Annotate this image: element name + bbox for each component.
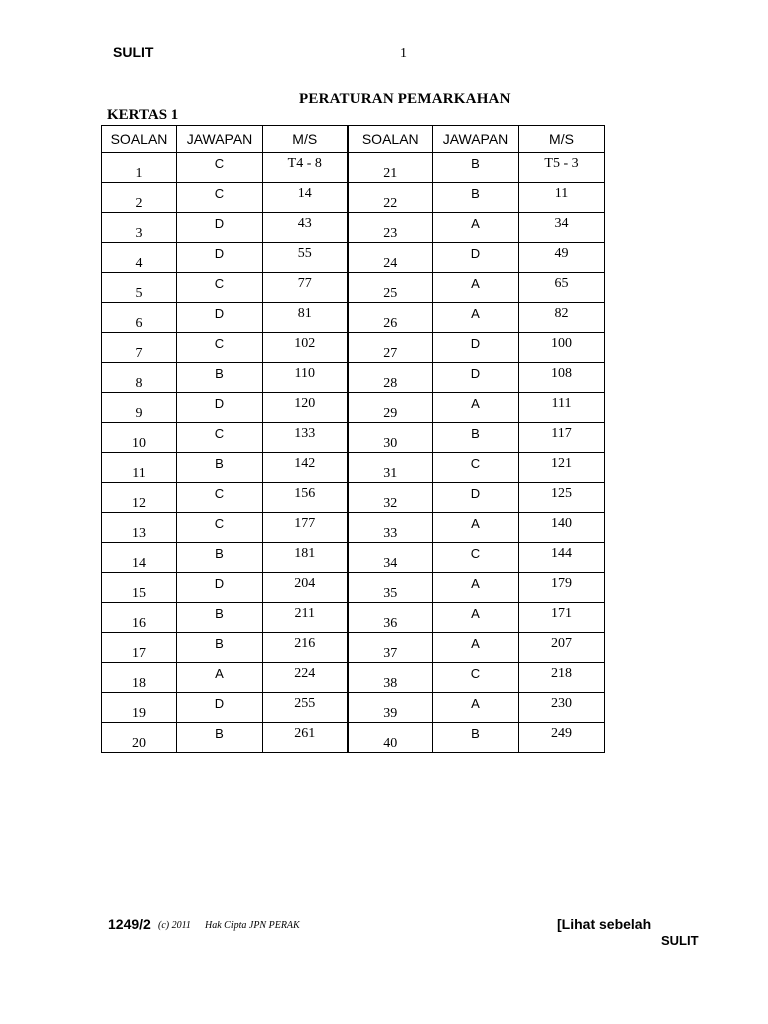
answer-table-body <box>102 153 605 753</box>
page-reference: 77 <box>263 273 348 303</box>
table-row <box>102 243 605 273</box>
question-number: 7 <box>102 333 177 363</box>
page-reference: 65 <box>519 273 605 303</box>
answer-letter: B <box>433 423 519 453</box>
page-reference: 224 <box>263 663 348 693</box>
question-number: 17 <box>102 633 177 663</box>
question-number: 20 <box>102 723 177 753</box>
page-number: 1 <box>400 46 407 61</box>
answer-letter: A <box>433 693 519 723</box>
question-number: 25 <box>348 273 433 303</box>
question-number: 13 <box>102 513 177 543</box>
header-classification: SULIT <box>113 44 154 60</box>
answer-letter: A <box>433 303 519 333</box>
table-row <box>102 333 605 363</box>
table-row <box>102 183 605 213</box>
footer-paper-code: 1249/2 <box>108 916 151 932</box>
footer-classification: SULIT <box>661 933 699 948</box>
answer-letter: D <box>433 333 519 363</box>
answer-letter: C <box>433 453 519 483</box>
table-header-row <box>102 126 605 153</box>
question-number: 8 <box>102 363 177 393</box>
question-number: 23 <box>348 213 433 243</box>
question-number: 37 <box>348 633 433 663</box>
table-row <box>102 363 605 393</box>
page-reference: 142 <box>263 453 348 483</box>
page-reference: 55 <box>263 243 348 273</box>
paper-label: KERTAS 1 <box>107 107 179 123</box>
question-number: 5 <box>102 273 177 303</box>
question-number: 22 <box>348 183 433 213</box>
answer-letter: B <box>177 453 263 483</box>
page-reference: 81 <box>263 303 348 333</box>
table-row <box>102 543 605 573</box>
page-reference: 218 <box>519 663 605 693</box>
answer-letter: A <box>433 393 519 423</box>
table-row <box>102 603 605 633</box>
table-row <box>102 273 605 303</box>
page-reference: 171 <box>519 603 605 633</box>
answer-letter: D <box>433 243 519 273</box>
question-number: 6 <box>102 303 177 333</box>
table-row <box>102 303 605 333</box>
footer-copyright: (c) 2011 <box>158 920 191 931</box>
page-reference: 120 <box>263 393 348 423</box>
answer-letter: B <box>433 153 519 183</box>
answer-letter: B <box>177 603 263 633</box>
table-row <box>102 693 605 723</box>
page-reference: 255 <box>263 693 348 723</box>
page-reference: 249 <box>519 723 605 753</box>
table-row <box>102 633 605 663</box>
table-row <box>102 513 605 543</box>
question-number: 14 <box>102 543 177 573</box>
table-row <box>102 153 605 183</box>
question-number: 32 <box>348 483 433 513</box>
page-reference: 125 <box>519 483 605 513</box>
page-reference: 121 <box>519 453 605 483</box>
question-number: 16 <box>102 603 177 633</box>
table-row <box>102 453 605 483</box>
answer-letter: B <box>177 723 263 753</box>
page-reference: 144 <box>519 543 605 573</box>
question-number: 30 <box>348 423 433 453</box>
answer-letter: D <box>433 483 519 513</box>
question-number: 29 <box>348 393 433 423</box>
answer-letter: A <box>433 603 519 633</box>
question-number: 36 <box>348 603 433 633</box>
question-number: 4 <box>102 243 177 273</box>
page-reference: 49 <box>519 243 605 273</box>
page-reference: 110 <box>263 363 348 393</box>
question-number: 27 <box>348 333 433 363</box>
answer-letter: A <box>433 513 519 543</box>
question-number: 31 <box>348 453 433 483</box>
table-row <box>102 573 605 603</box>
page-reference: 82 <box>519 303 605 333</box>
question-number: 15 <box>102 573 177 603</box>
page-reference: 100 <box>519 333 605 363</box>
page-reference: T5 - 3 <box>519 153 605 183</box>
footer-turn-over: [Lihat sebelah <box>557 916 652 932</box>
answer-letter: D <box>177 393 263 423</box>
page-reference: 108 <box>519 363 605 393</box>
answer-letter: B <box>177 363 263 393</box>
page-reference: 216 <box>263 633 348 663</box>
answer-letter: C <box>177 333 263 363</box>
answer-letter: C <box>177 483 263 513</box>
question-number: 26 <box>348 303 433 333</box>
answer-letter: C <box>177 513 263 543</box>
answer-key-table <box>101 125 605 753</box>
answer-letter: D <box>177 303 263 333</box>
answer-letter: C <box>177 273 263 303</box>
answer-letter: C <box>433 543 519 573</box>
column-header-page: M/S <box>263 126 348 153</box>
table-row <box>102 423 605 453</box>
answer-letter: D <box>177 213 263 243</box>
page-reference: T4 - 8 <box>263 153 348 183</box>
page-reference: 211 <box>263 603 348 633</box>
column-header-answer: JAWAPAN <box>177 126 263 153</box>
column-header-page: M/S <box>519 126 605 153</box>
question-number: 33 <box>348 513 433 543</box>
page-reference: 102 <box>263 333 348 363</box>
column-header-question: SOALAN <box>102 126 177 153</box>
answer-letter: D <box>433 363 519 393</box>
answer-letter: C <box>177 183 263 213</box>
answer-letter: B <box>177 543 263 573</box>
page-reference: 111 <box>519 393 605 423</box>
page-reference: 230 <box>519 693 605 723</box>
page-reference: 204 <box>263 573 348 603</box>
page-reference: 179 <box>519 573 605 603</box>
question-number: 38 <box>348 663 433 693</box>
answer-letter: C <box>433 663 519 693</box>
question-number: 2 <box>102 183 177 213</box>
page-reference: 133 <box>263 423 348 453</box>
page-reference: 181 <box>263 543 348 573</box>
table-row <box>102 483 605 513</box>
question-number: 1 <box>102 153 177 183</box>
table-row <box>102 663 605 693</box>
answer-letter: A <box>433 573 519 603</box>
answer-letter: A <box>433 633 519 663</box>
table-row <box>102 213 605 243</box>
answer-letter: D <box>177 573 263 603</box>
page-reference: 43 <box>263 213 348 243</box>
answer-letter: A <box>177 663 263 693</box>
page-reference: 117 <box>519 423 605 453</box>
question-number: 9 <box>102 393 177 423</box>
question-number: 24 <box>348 243 433 273</box>
question-number: 3 <box>102 213 177 243</box>
page-reference: 140 <box>519 513 605 543</box>
answer-letter: D <box>177 243 263 273</box>
question-number: 40 <box>348 723 433 753</box>
question-number: 18 <box>102 663 177 693</box>
answer-letter: A <box>433 213 519 243</box>
footer-copyright-owner: Hak Cipta JPN PERAK <box>205 920 300 931</box>
question-number: 34 <box>348 543 433 573</box>
answer-letter: B <box>433 723 519 753</box>
question-number: 10 <box>102 423 177 453</box>
page-reference: 177 <box>263 513 348 543</box>
column-header-answer: JAWAPAN <box>433 126 519 153</box>
column-header-question: SOALAN <box>348 126 433 153</box>
question-number: 19 <box>102 693 177 723</box>
question-number: 11 <box>102 453 177 483</box>
question-number: 28 <box>348 363 433 393</box>
table-row <box>102 723 605 753</box>
answer-letter: B <box>177 633 263 663</box>
question-number: 35 <box>348 573 433 603</box>
question-number: 39 <box>348 693 433 723</box>
question-number: 12 <box>102 483 177 513</box>
page-reference: 261 <box>263 723 348 753</box>
page-reference: 156 <box>263 483 348 513</box>
page-reference: 207 <box>519 633 605 663</box>
question-number: 21 <box>348 153 433 183</box>
page-reference: 34 <box>519 213 605 243</box>
answer-letter: B <box>433 183 519 213</box>
table-row <box>102 393 605 423</box>
page-reference: 14 <box>263 183 348 213</box>
answer-letter: C <box>177 153 263 183</box>
answer-letter: C <box>177 423 263 453</box>
document-title: PERATURAN PEMARKAHAN <box>299 91 511 107</box>
page-reference: 11 <box>519 183 605 213</box>
answer-letter: D <box>177 693 263 723</box>
answer-letter: A <box>433 273 519 303</box>
